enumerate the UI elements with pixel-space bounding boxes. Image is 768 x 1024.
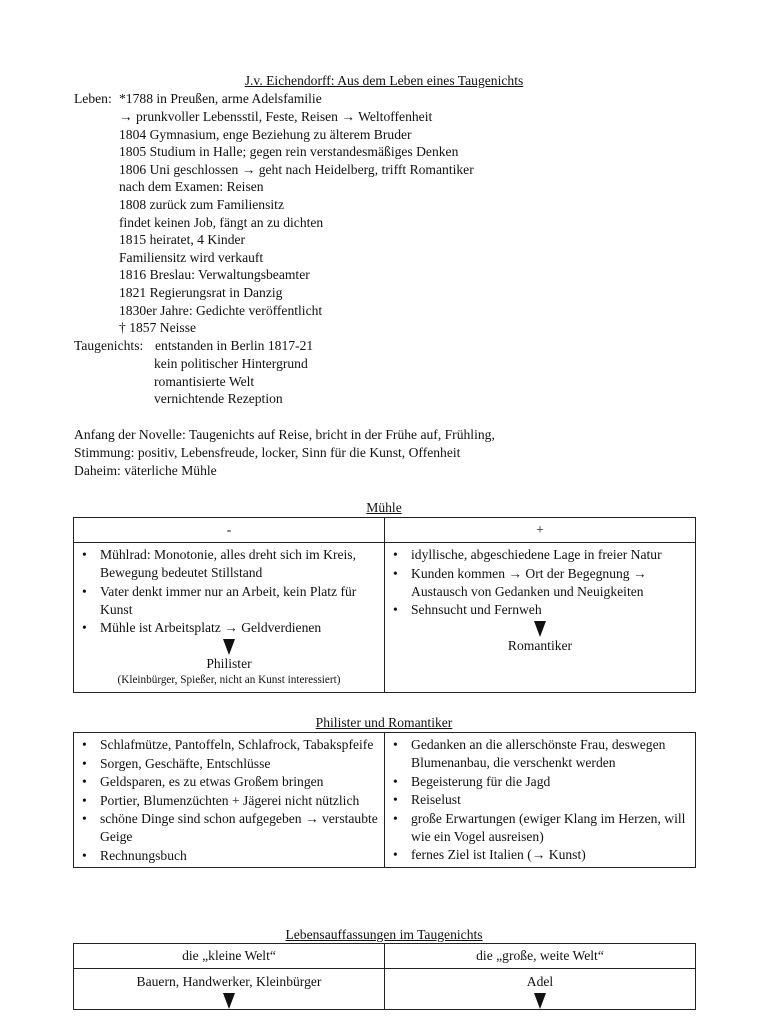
novelle-line: Daheim: väterliche Mühle	[74, 463, 217, 478]
taugenichts-line: kein politischer Hintergrund	[154, 356, 308, 371]
muehle-plus-list	[385, 543, 695, 619]
list-item: • schöne Dinge sind schon aufgegeben → verstaubte Geige	[80, 810, 378, 846]
leben-line: 1806 Uni geschlossen → geht nach Heidelberg, trifft Romantiker	[119, 161, 474, 177]
leben-label: Leben:	[74, 91, 112, 106]
leben-line: † 1857 Neisse	[119, 320, 197, 336]
list-item: • Geldsparen, es zu etwas Großem bringen	[80, 773, 378, 791]
muehle-plus-cell	[385, 543, 696, 693]
philister-note: (Kleinbürger, Spießer, nicht an Kunst interessiert)	[117, 674, 341, 686]
muehle-minus-list	[74, 543, 384, 637]
list-item: • Portier, Blumenzüchten + Jägerei nicht nützlich	[80, 792, 378, 810]
leben-line: → prunkvoller Lebensstil, Feste, Reisen → Weltoffenheit	[119, 109, 433, 124]
philister-heading: Philister und Romantiker	[315, 715, 453, 730]
leben-first-line: *1788 in Preußen, arme Adelsfamilie	[119, 91, 322, 106]
romantiker-result: Romantiker	[507, 638, 573, 653]
lebens-right-cell	[385, 969, 696, 1010]
leben-line: nach dem Examen: Reisen	[119, 179, 264, 195]
philister-table	[73, 732, 696, 868]
romantiker-list	[385, 733, 695, 864]
philister-list	[74, 733, 384, 867]
down-arrow-icon	[534, 993, 546, 1009]
down-arrow-icon	[534, 621, 546, 637]
list-item: • Sorgen, Geschäfte, Entschlüsse	[80, 755, 378, 773]
list-item: • Gedanken an die allerschönste Frau, deswegen Blumenanbau, die verschenkt werden	[391, 736, 689, 772]
list-item: • Mühlrad: Monotonie, alles dreht sich im Kreis, Bewegung bedeutet Stillstand	[80, 546, 378, 582]
taugenichts-line: romantisierte Welt	[154, 373, 255, 389]
kleine-welt-value: Bauern, Handwerker, Kleinbürger	[136, 974, 322, 989]
lebens-left-cell	[74, 969, 385, 1010]
philister-cell	[74, 733, 385, 868]
novelle-line: Stimmung: positiv, Lebensfreude, locker, Sinn für die Kunst, Offenheit	[74, 445, 461, 460]
list-item: • Begeisterung für die Jagd	[391, 773, 689, 791]
document-title: J.v. Eichendorff: Aus dem Leben eines Taugenichts	[244, 73, 524, 88]
list-item: • fernes Ziel ist Italien (→ Kunst)	[391, 846, 689, 864]
list-item: • Rechnungsbuch	[80, 847, 378, 865]
muehle-heading: Mühle	[366, 500, 402, 515]
leben-line: 1808 zurück zum Familiensitz	[119, 197, 284, 212]
muehle-col-minus: -	[74, 518, 385, 543]
lebens-heading: Lebensauffassungen im Taugenichts	[285, 927, 483, 942]
list-item: • Vater denkt immer nur an Arbeit, kein Platz für Kunst	[80, 583, 378, 619]
lebens-col-right: die „große, weite Welt“	[385, 944, 696, 969]
list-item: • idyllische, abgeschiedene Lage in freier Natur	[391, 546, 689, 564]
leben-line: 1804 Gymnasium, enge Beziehung zu älterem Bruder	[119, 126, 412, 142]
taugenichts-line: vernichtende Rezeption	[154, 391, 283, 407]
list-item: • große Erwartungen (ewiger Klang im Herzen, will wie ein Vogel ausreisen)	[391, 810, 689, 846]
list-item: • Sehnsucht und Fernweh	[391, 601, 689, 619]
muehle-minus-cell	[74, 543, 385, 693]
grosse-welt-value: Adel	[526, 974, 554, 989]
list-item: • Kunden kommen → Ort der Begegnung → Austausch von Gedanken und Neuigkeiten	[391, 565, 689, 601]
list-item: • Schlafmütze, Pantoffeln, Schlafrock, Tabakspfeife	[80, 736, 378, 754]
leben-line: 1830er Jahre: Gedichte veröffentlicht	[119, 302, 323, 318]
leben-line: findet keinen Job, fängt an zu dichten	[119, 214, 324, 230]
down-arrow-icon	[223, 993, 235, 1009]
philister-result: Philister	[206, 656, 252, 671]
romantiker-cell	[385, 733, 696, 868]
taugenichts-label: Taugenichts:	[74, 338, 144, 353]
taugenichts-first-line: entstanden in Berlin 1817-21	[155, 338, 314, 353]
lebens-table	[73, 943, 696, 1010]
list-item: • Mühle ist Arbeitsplatz → Geldverdienen	[80, 619, 378, 637]
muehle-table	[73, 517, 696, 693]
down-arrow-icon	[223, 639, 235, 655]
leben-line: 1805 Studium in Halle; gegen rein verstandesmäßiges Denken	[119, 144, 459, 160]
muehle-col-plus: +	[385, 518, 696, 543]
lebens-col-left: die „kleine Welt“	[74, 944, 385, 969]
leben-line: 1816 Breslau: Verwaltungsbeamter	[119, 267, 310, 283]
leben-line: 1821 Regierungsrat in Danzig	[119, 285, 283, 300]
novelle-line: Anfang der Novelle: Taugenichts auf Reise, bricht in der Frühe auf, Frühling,	[74, 427, 495, 442]
list-item: • Reiselust	[391, 791, 689, 809]
leben-line: Familiensitz wird verkauft	[119, 249, 264, 265]
leben-line: 1815 heiratet, 4 Kinder	[119, 232, 246, 248]
